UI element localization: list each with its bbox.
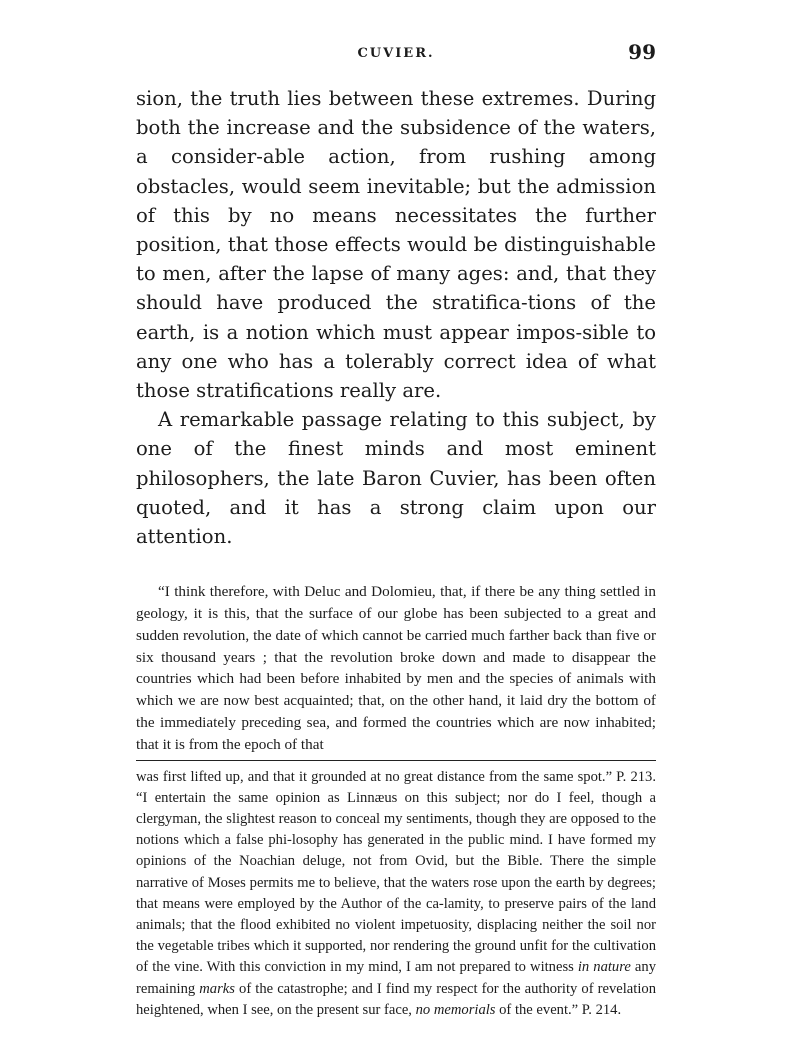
footnote-text-part-1: was first lifted up, and that it grounded at no great distance from the same spot.” P. 213. “I entertain the same opinion as Linnæus on this subject; nor do I feel, though a clergyman, the slightest reason to conceal my sentiments, though they are opposed to the notions which a false phi-losophy has generated in the public mind. I have formed my opinions of the Noachian deluge, not from Ovid, but the Bible. There the simple narrative of Moses permits me to believe, that the waters rose upon the earth by degrees; that means were employed by the Author of the ca-lamity, to preserve pairs of the land animals; that the flood exhibited no violent impetuosity, displacing neither the soil nor the vegetable tribes which it supported, nor rendering the ground unfit for the cultivation of the vine. With this conviction in my mind, I am not prepared to witness bbox=[136, 768, 656, 976]
quotation-text: “I think therefore, with Deluc and Dolomieu, that, if there be any thing settled in geology, it is this, that the surface of our globe has been subjected to a great and sudden revolution, the date of which cannot be carried much farther back than five or six thousand years ; that the revolution broke down and made to disappear the countries which had been before inhabited by men and the species of animals with which we are now best acquainted; that, on the other hand, it laid dry the bottom of the immediately preceding sea, and formed the countries which are now inhabited; that it is from the epoch of that bbox=[136, 583, 656, 753]
main-text bbox=[136, 84, 656, 551]
footnote-text-part-3: of the catastrophe; and I find my respect for the authority of revelation heightened, when I see, on the present sur face, bbox=[136, 980, 656, 1018]
footnote-divider bbox=[136, 760, 656, 761]
running-head bbox=[136, 38, 656, 78]
footnote-italic-in-nature: in nature bbox=[577, 959, 631, 976]
footnote-italic-marks: marks bbox=[199, 980, 235, 997]
footnote-italic-no-memorials: no memorials bbox=[415, 1001, 496, 1018]
running-title: CUVIER. bbox=[357, 46, 435, 61]
footnote-text-part-4: of the event.” P. 214. bbox=[495, 1001, 622, 1018]
cuvier-quotation bbox=[136, 581, 656, 755]
book-page bbox=[136, 38, 656, 1021]
page-number: 99 bbox=[628, 40, 656, 64]
footnote bbox=[136, 767, 656, 1021]
footnote-text bbox=[136, 767, 656, 1021]
body-paragraph-1: sion, the truth lies between these extremes. During both the increase and the subsidence of the waters, a consider-able action, from rushing among obstacles, would seem inevitable; but the admission of this by no means necessitates the further position, that those effects would be distinguishable to men, after the lapse of many ages: and, that they should have produced the stratifica-tions of the earth, is a notion which must appear impos-sible to any one who has a tolerably correct idea of what those stratifications really are. bbox=[136, 87, 656, 403]
footnote-text-part-2: any remaining bbox=[136, 959, 656, 997]
body-paragraph-2: A remarkable passage relating to this subject, by one of the finest minds and most eminent philosophers, the late Baron Cuvier, has been often quoted, and it has a strong claim upon our attention. bbox=[136, 408, 656, 549]
